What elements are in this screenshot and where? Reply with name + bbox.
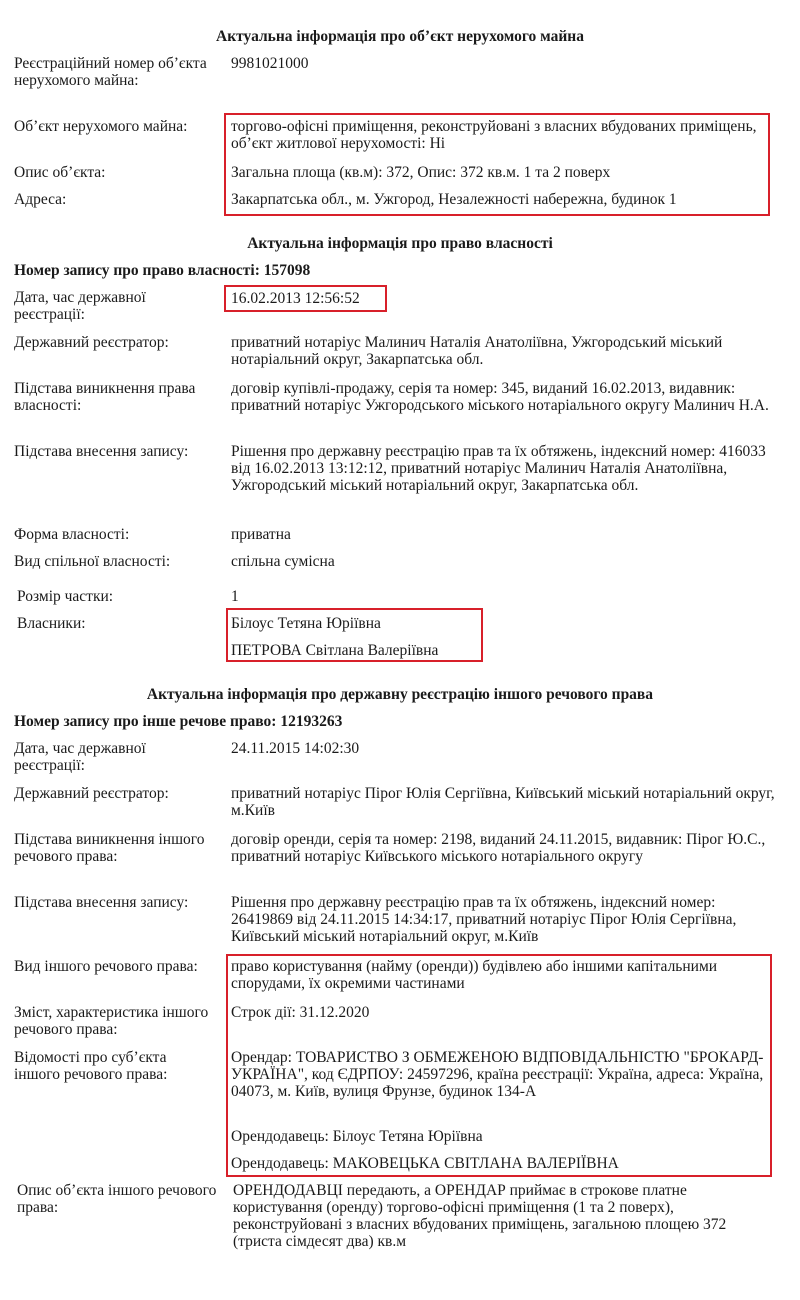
ownership-basis-label: Підстава виникнення права власності: — [14, 380, 196, 414]
ownership-entry-basis-value: Рішення про державну реєстрацію прав та їх обтяжень, індексний номер: 416033 від 16.02.2013 13:12:12, приватний нотаріус Малинич Наталія Анатоліївна, Ужгородський міський нотаріальний округ, Закарпатська обл. — [231, 443, 766, 494]
other-right-subjects-label: Відомості про суб’єкта іншого речового права: — [14, 1049, 168, 1083]
other-right-reg-date-value: 24.11.2015 14:02:30 — [231, 740, 360, 757]
ownership-form-label: Форма власності: — [14, 526, 130, 543]
other-right-registrar-label: Державний реєстратор: — [14, 785, 169, 802]
owners-label: Власники: — [17, 615, 86, 632]
ownership-form-value: приватна — [231, 526, 291, 543]
object-label: Об’єкт нерухомого майна: — [14, 118, 188, 135]
object-value: торгово-офісні приміщення, реконструйовані з власних вбудованих приміщень, об’єкт житлової нерухомості: Ні — [231, 118, 757, 152]
other-right-kind-label: Вид іншого речового права: — [14, 958, 198, 975]
description-value: Загальна площа (кв.м): 372, Опис: 372 кв.м. 1 та 2 поверх — [231, 164, 611, 181]
ownership-section-title: Актуальна інформація про право власності — [247, 235, 553, 252]
joint-ownership-label: Вид спільної власності: — [14, 553, 171, 570]
other-right-entry-basis-label: Підстава внесення запису: — [14, 894, 189, 911]
landlord-item: Орендодавець: Білоус Тетяна Юріївна — [231, 1128, 483, 1145]
ownership-basis-value: договір купівлі-продажу, серія та номер: 345, виданий 16.02.2013, видавник: приватний нотаріус Ужгородського міського нотаріального округу Малинич Н.А. — [231, 380, 769, 414]
other-right-basis-value: договір оренди, серія та номер: 2198, виданий 24.11.2015, видавник: Пірог Ю.С., приватний нотаріус Київського міського нотаріального округу — [231, 831, 766, 865]
reg-number-value: 9981021000 — [231, 55, 309, 72]
ownership-registrar-label: Державний реєстратор: — [14, 334, 169, 351]
owners-highlight-box — [226, 608, 483, 662]
other-right-object-desc-label: Опис об’єкта іншого речового права: — [17, 1182, 217, 1216]
tenant-info: Орендар: ТОВАРИСТВО З ОБМЕЖЕНОЮ ВІДПОВІДАЛЬНІСТЮ "БРОКАРД-УКРАЇНА", код ЄДРПОУ: 24597296, країна реєстрації: Україна, адреса: Україна, 04073, м. Київ, вулиця Фрунзе, будинок 134-А — [231, 1049, 764, 1100]
share-size-value: 1 — [231, 588, 239, 605]
ownership-reg-date-value: 16.02.2013 12:56:52 — [231, 290, 360, 307]
object-highlight-box — [224, 113, 770, 216]
other-right-record-number: Номер запису про інше речове право: 12193263 — [14, 713, 343, 730]
other-right-highlight-box — [226, 954, 772, 1177]
other-right-entry-basis-value: Рішення про державну реєстрацію прав та їх обтяжень, індексний номер: 26419869 від 24.11.2015 14:34:17, приватний нотаріус Пірог Юлія Сергіївна, Київський міський нотаріальний округ, м.Київ — [231, 894, 737, 945]
other-right-section-title: Актуальна інформація про державну реєстрацію іншого речового права — [146, 686, 654, 703]
ownership-reg-date-label: Дата, час державної реєстрації: — [14, 289, 146, 323]
landlord-item: Орендодавець: МАКОВЕЦЬКА СВІТЛАНА ВАЛЕРІЇВНА — [231, 1155, 619, 1172]
reg-date-highlight-box — [224, 285, 387, 312]
other-right-object-desc-value: ОРЕНДОДАВЦІ передають, а ОРЕНДАР приймає в строкове платне користування (оренду) торгово-офісні приміщення (1 та 2 поверх), реконструйовані з власних вбудованих приміщень, загальною площею 372 (триста сімдесят два) кв.м — [233, 1182, 727, 1250]
ownership-registrar-value: приватний нотаріус Малинич Наталія Анатоліївна, Ужгородський міський нотаріальний округ, Закарпатська обл. — [231, 334, 723, 368]
description-label: Опис об’єкта: — [14, 164, 106, 181]
address-label: Адреса: — [14, 191, 67, 208]
owner-item: Білоус Тетяна Юріївна — [231, 615, 381, 632]
owner-item: ПЕТРОВА Світлана Валеріївна — [231, 642, 439, 659]
other-right-content-label: Зміст, характеристика іншого речового права: — [14, 1004, 209, 1038]
other-right-reg-date-label: Дата, час державної реєстрації: — [14, 740, 146, 774]
share-size-label: Розмір частки: — [17, 588, 114, 605]
address-value: Закарпатська обл., м. Ужгород, Незалежності набережна, будинок 1 — [231, 191, 677, 208]
ownership-entry-basis-label: Підстава внесення запису: — [14, 443, 189, 460]
other-right-content-value: Строк дії: 31.12.2020 — [231, 1004, 370, 1021]
joint-ownership-value: спільна сумісна — [231, 553, 335, 570]
object-section-title: Актуальна інформація про об’єкт нерухомого майна — [216, 28, 584, 45]
other-right-kind-value: право користування (найму (оренди)) будівлею або іншими капітальними спорудами, їх окремими частинами — [231, 958, 718, 992]
other-right-basis-label: Підстава виникнення іншого речового права: — [14, 831, 205, 865]
ownership-record-number: Номер запису про право власності: 157098 — [14, 262, 311, 279]
other-right-registrar-value: приватний нотаріус Пірог Юлія Сергіївна, Київський міський нотаріальний округ, м.Київ — [231, 785, 775, 819]
reg-number-label: Реєстраційний номер об’єкта нерухомого майна: — [14, 55, 207, 89]
